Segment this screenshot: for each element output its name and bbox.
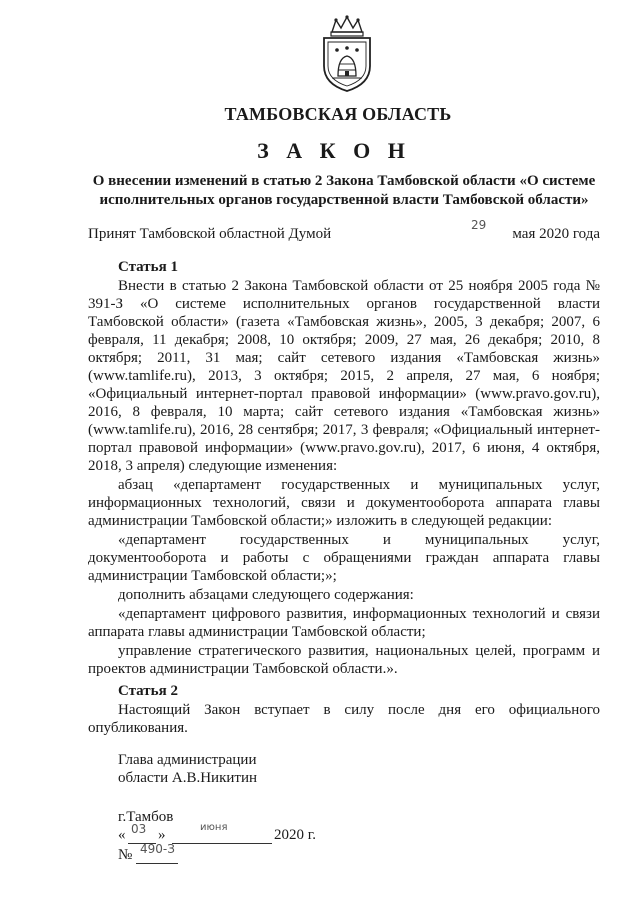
signature-name: области А.В.Никитин (118, 770, 258, 786)
adoption-month-year: мая 2020 года (512, 226, 600, 242)
law-number-line (136, 863, 178, 864)
article-2-paragraph: Настоящий Закон вступает в силу после дня его официального опубликования. (88, 702, 600, 736)
signature-position: Глава администрации (118, 752, 257, 768)
date-month: июня (200, 822, 228, 833)
number-prefix: № (118, 847, 133, 863)
document-type: З А К О Н (257, 138, 411, 163)
date-month-line (172, 843, 272, 844)
law-subject: О внесении изменений в статью 2 Закона Тамбовской области «О системе исполнительных органов государственной власти Тамбовской области» (92, 173, 596, 208)
article-1-body (88, 277, 600, 678)
region-title: ТАМБОВСКАЯ ОБЛАСТЬ (224, 104, 452, 124)
coat-of-arms-icon (316, 14, 378, 94)
place-city: г.Тамбов (118, 809, 174, 825)
article-2-body (88, 701, 600, 737)
law-number: 490-З (140, 842, 175, 856)
article-1-paragraph: Внести в статью 2 Закона Тамбовской области от 25 ноября 2005 года № 391-З «О системе исполнительных органов государственной власти Тамбовской области» (газета «Тамбовская жизнь», 2005, 3 декабря; 2007, 6 февраля, 11 декабря; 2008, 10 октября; 2009, 27 мая, 26 декабря; 2010, 8 октября; 2011, 31 мая; сайт сетевого издания «Тамбовская жизнь» (www.tamlife.ru), 2013, 3 октября; 2015, 2 апреля, 27 мая, 6 ноября; «Официальный интернет-портал правовой информации» (www.pravo.gov.ru), 2016, 8 февраля, 10 марта; сайт сетевого издания «Тамбовская жизнь» (www.tamlife.ru), 2016, 28 сентября; 2017, 3 февраля; «Официальный интернет-портал правовой информации» (www.pravo.gov.ru), 2017, 6 июня, 4 октября, 2018, 3 апреля) следующие изменения: (88, 278, 600, 474)
article-1-paragraph: дополнить абзацами следующего содержания: (118, 587, 414, 603)
article-1-paragraph: «департамент государственных и муниципальных услуг, документооборота и работы с обращениями граждан аппарата главы администрации Тамбовской области;»; (88, 532, 600, 584)
date-quote-open: « (118, 827, 126, 843)
signature-block (118, 751, 257, 787)
adoption-line (88, 225, 600, 243)
adoption-day: 29 (471, 218, 487, 232)
adoption-text: Принят Тамбовской областной Думой (88, 226, 332, 242)
article-2-title: Статья 2 (118, 683, 178, 699)
article-1-title: Статья 1 (118, 259, 178, 275)
article-1-paragraph: абзац «департамент государственных и муниципальных услуг, информационных технологий, связи и документооборота аппарата главы администрации Тамбовской области;» изложить в следующей редакции: (88, 477, 600, 529)
date-day: 03 (131, 822, 147, 836)
date-year: 2020 г. (274, 827, 316, 843)
date-quote-close: » (158, 827, 166, 843)
article-1-paragraph: «департамент цифрового развития, информационных технологий и связи аппарата главы администрации Тамбовской области; (88, 606, 600, 640)
article-1-paragraph: управление стратегического развития, национальных целей, программ и проектов администрации Тамбовской области.». (88, 643, 600, 677)
